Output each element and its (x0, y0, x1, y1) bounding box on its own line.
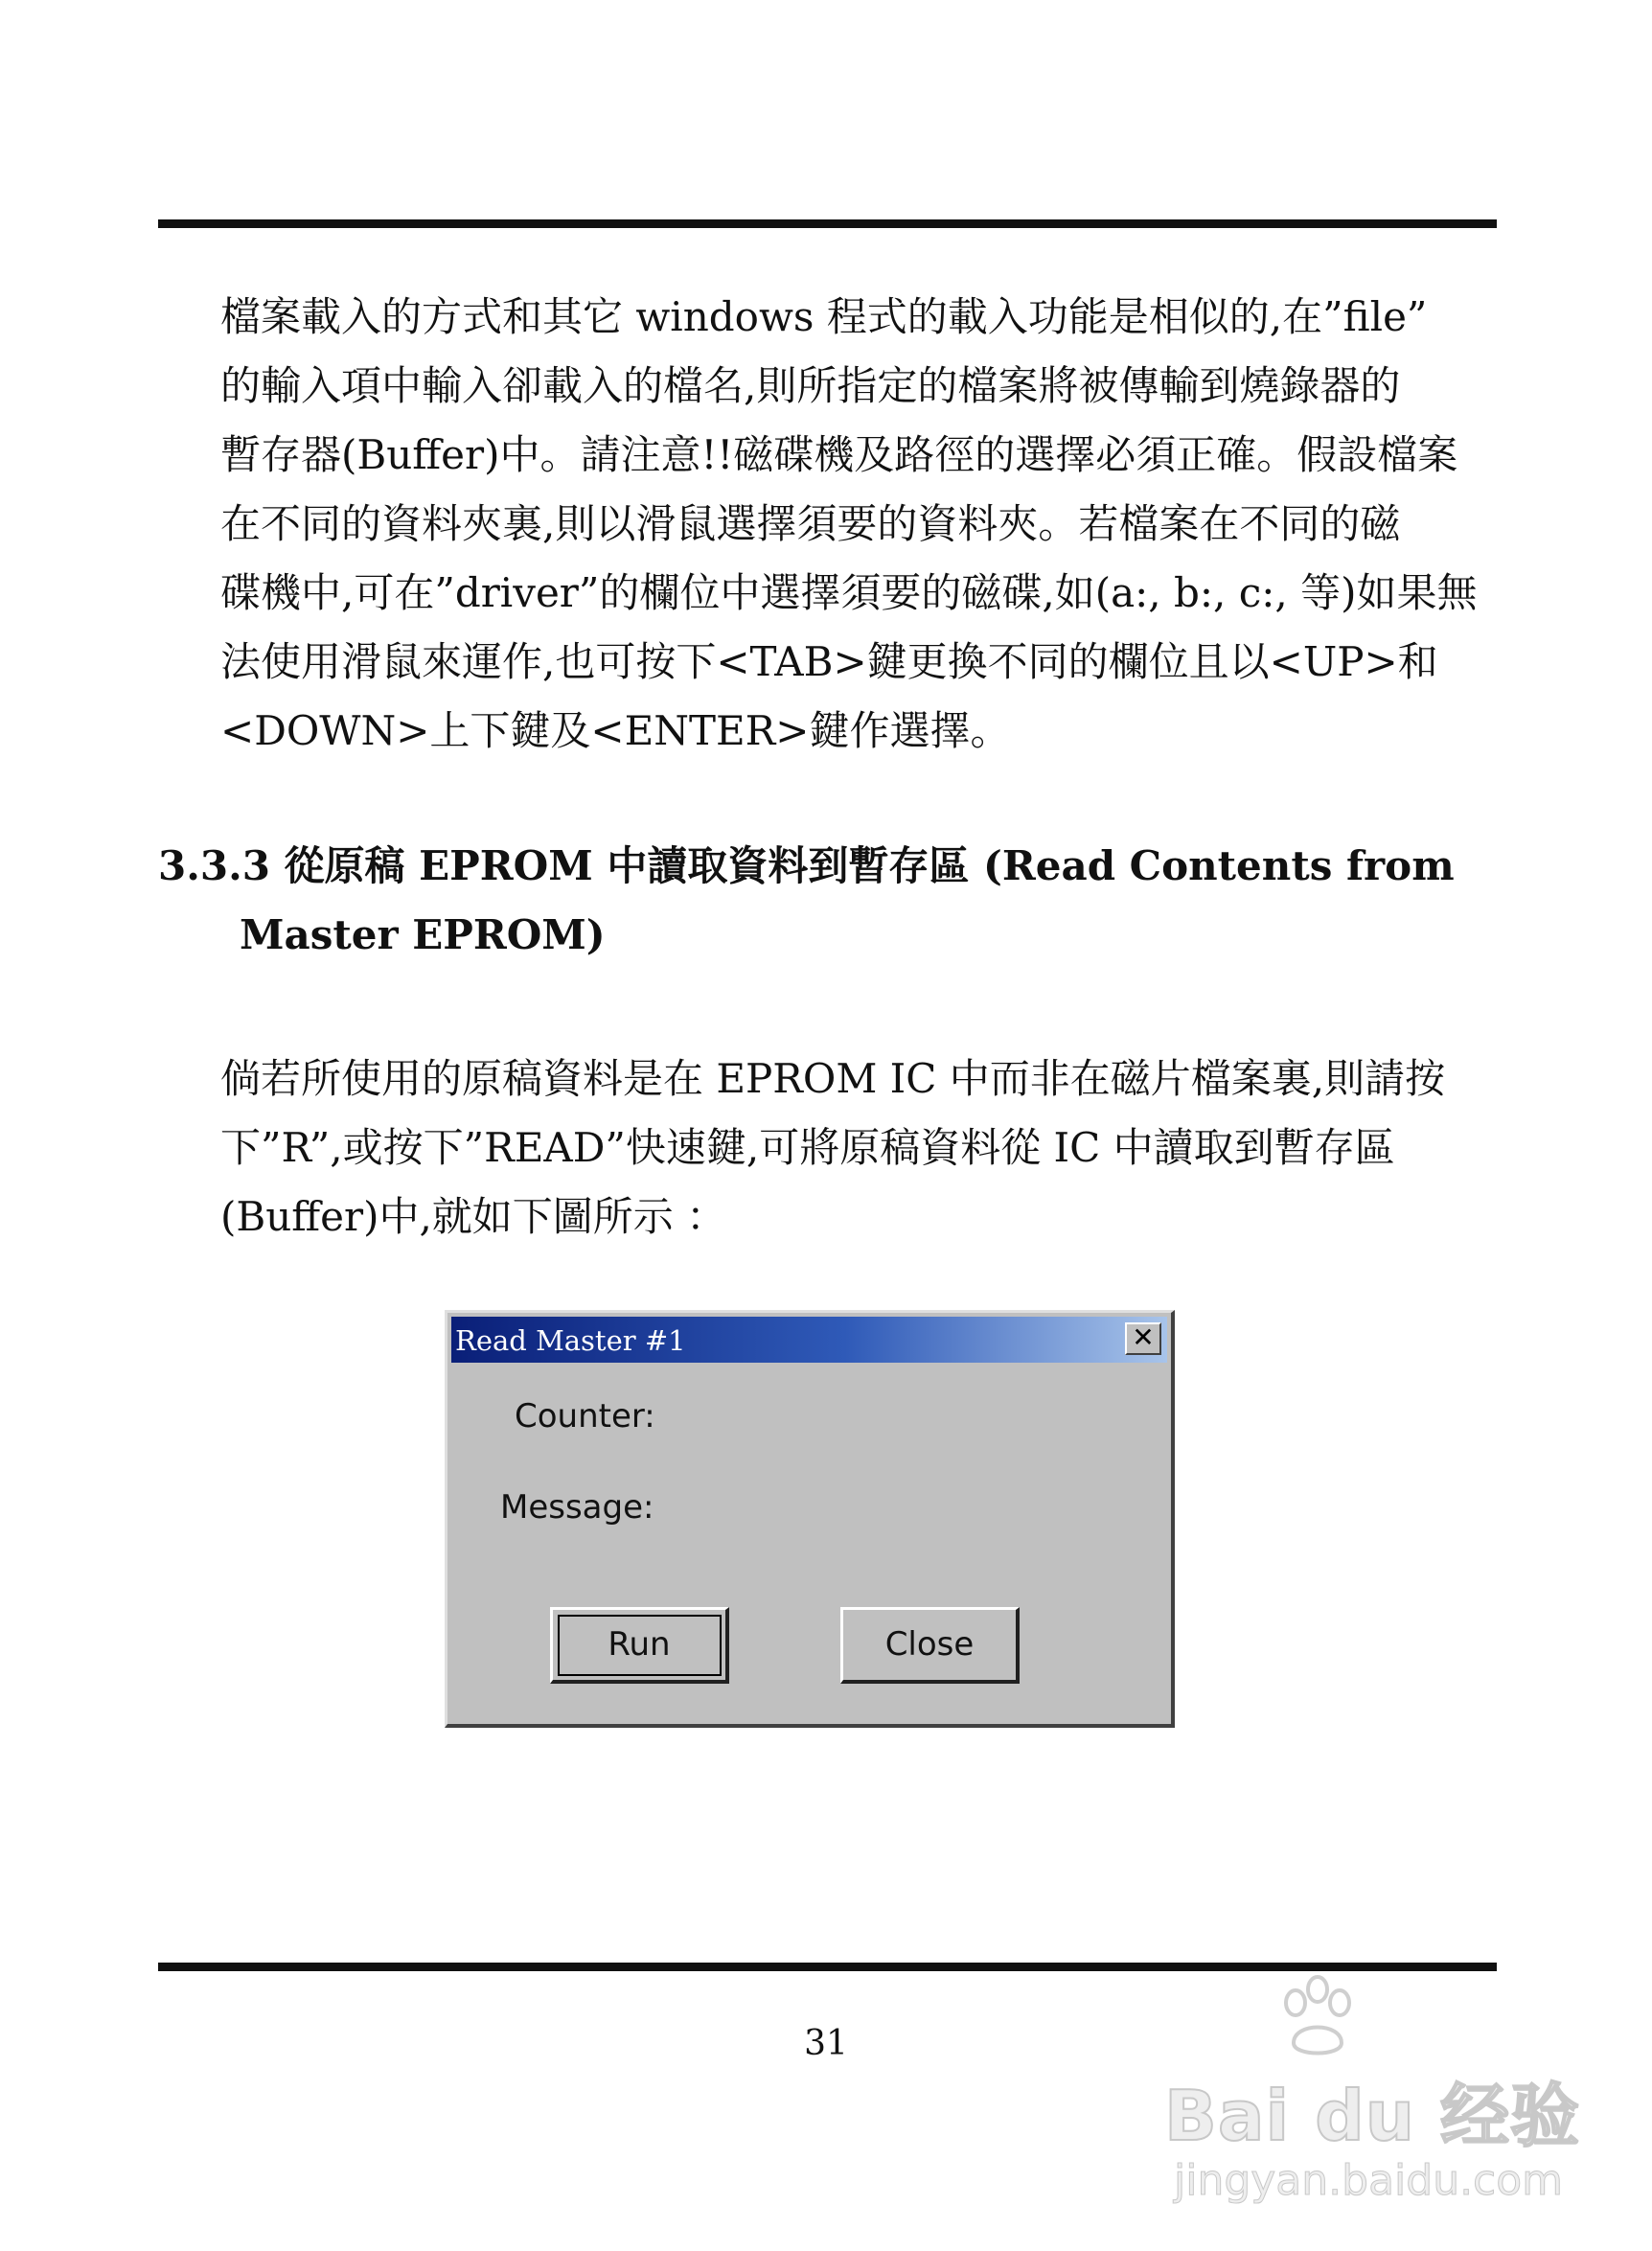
section-heading-line2: Master EPROM) (240, 911, 606, 958)
paragraph-line: <DOWN>上下鍵及<ENTER>鍵作選擇。 (220, 707, 1011, 754)
watermark-brand: Bai du 经验 (1164, 2076, 1581, 2156)
paragraph-line: 碟機中,可在”driver”的欄位中選擇須要的磁碟,如(a:, b:, c:, 等)如果無 (220, 569, 1478, 616)
baidu-watermark (1164, 1974, 1581, 2233)
paragraph-file-load (220, 283, 1478, 766)
paragraph-line: 倘若所使用的原稿資料是在 EPROM IC 中而非在磁片檔案裏,則請按 (220, 1055, 1446, 1102)
paw-icon (1274, 1974, 1361, 2060)
close-icon[interactable]: ✕ (1125, 1322, 1161, 1355)
paragraph-line: 法使用滑鼠來運作,也可按下<TAB>鍵更換不同的欄位且以<UP>和 (220, 638, 1438, 685)
watermark-url: jingyan.baidu.com (1174, 2156, 1564, 2205)
section-heading-line1: 3.3.3 從原稿 EPROM 中讀取資料到暫存區 (Read Contents from (158, 842, 1455, 889)
top-rule (158, 219, 1497, 228)
counter-label: Counter: (515, 1397, 655, 1436)
dialog-titlebar[interactable] (451, 1317, 1167, 1363)
paragraph-line: 在不同的資料夾裏,則以滑鼠選擇須要的資料夾。若檔案在不同的磁 (220, 500, 1401, 547)
bottom-rule (158, 1963, 1497, 1971)
page-number: 31 (804, 2024, 848, 2063)
message-label: Message: (500, 1488, 654, 1527)
paragraph-line: 下”R”,或按下”READ”快速鍵,可將原稿資料從 IC 中讀取到暫存區 (220, 1124, 1395, 1171)
close-button[interactable]: Close (840, 1607, 1020, 1684)
paragraph-line: 檔案載入的方式和其它 windows 程式的載入功能是相似的,在”file” (220, 293, 1428, 340)
dialog-title: Read Master #1 (455, 1324, 686, 1357)
paragraph-line: 暫存器(Buffer)中。請注意!!磁碟機及路徑的選擇必須正確。假設檔案 (220, 431, 1458, 478)
paragraph-read-master (220, 1045, 1466, 1252)
run-button[interactable]: Run (550, 1607, 729, 1684)
section-heading (158, 832, 1455, 970)
paragraph-line: (Buffer)中,就如下圖所示 ： (220, 1193, 727, 1240)
read-master-dialog (445, 1310, 1175, 1728)
paragraph-line: 的輸入項中輸入卻載入的檔名,則所指定的檔案將被傳輸到燒錄器的 (220, 362, 1401, 409)
